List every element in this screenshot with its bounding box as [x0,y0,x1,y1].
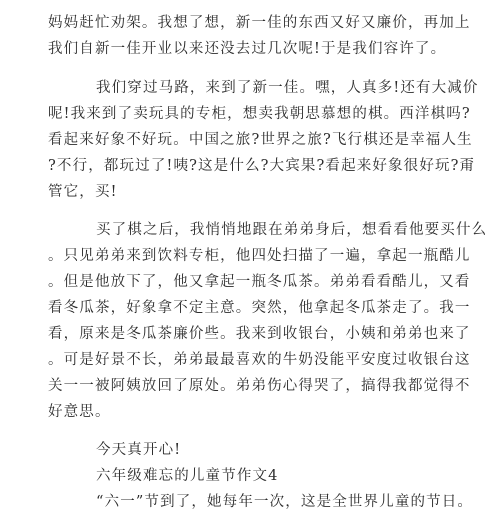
text-line: 管它，买! [48,184,118,200]
text-line: 好意思。 [48,404,111,420]
text-line: 。只见弟弟来到饮料专柜，他四处扫描了一遍，拿起一瓶酷儿 [48,248,471,264]
paragraph-line: 今天真开心! [96,442,182,458]
text-line: 。但是他放下了，他又拿起一瓶冬瓜茶。弟弟看看酷儿，又看 [48,274,471,290]
text-line: 看起来好象不好玩。中国之旅?世界之旅?飞行棋还是幸福人生 [48,132,473,148]
text-line: 看冬瓜茶，好象拿不定主意。突然，他拿起冬瓜茶走了。我一 [48,300,471,316]
paragraph-start-line: 我们穿过马路，来到了新一佳。嘿，人真多!还有大减价 [96,80,479,96]
paragraph-start-line: “六一”节到了，她每年一次，这是全世界儿童的节日。 [96,494,474,510]
text-line: 。可是好景不长，弟弟最最喜欢的牛奶没能平安度过收银台这 [48,352,471,368]
text-line: 关一一被阿姨放回了原处。弟弟伤心得哭了，搞得我都觉得不 [48,378,471,394]
text-line: 呢!我来到了卖玩具的专柜，想卖我朝思慕想的棋。西洋棋吗? [48,106,471,122]
text-line: 我们自新一佳开业以来还没去过几次呢!于是我们容许了。 [48,41,447,57]
text-line: ?不行，都玩过了!咦?这是什么?大宾果?看起来好象很好玩?甭 [48,158,476,174]
paragraph-start-line: 买了棋之后，我悄悄地跟在弟弟身后，想看看他要买什么 [96,222,488,238]
text-line: 看，原来是冬瓜茶廉价些。我来到收银台，小姨和弟弟也来了 [48,326,471,342]
text-line: 妈妈赶忙劝架。我想了想，新一佳的东西又好又廉价，再加上 [48,15,471,31]
section-heading: 六年级难忘的儿童节作文4 [96,468,279,484]
